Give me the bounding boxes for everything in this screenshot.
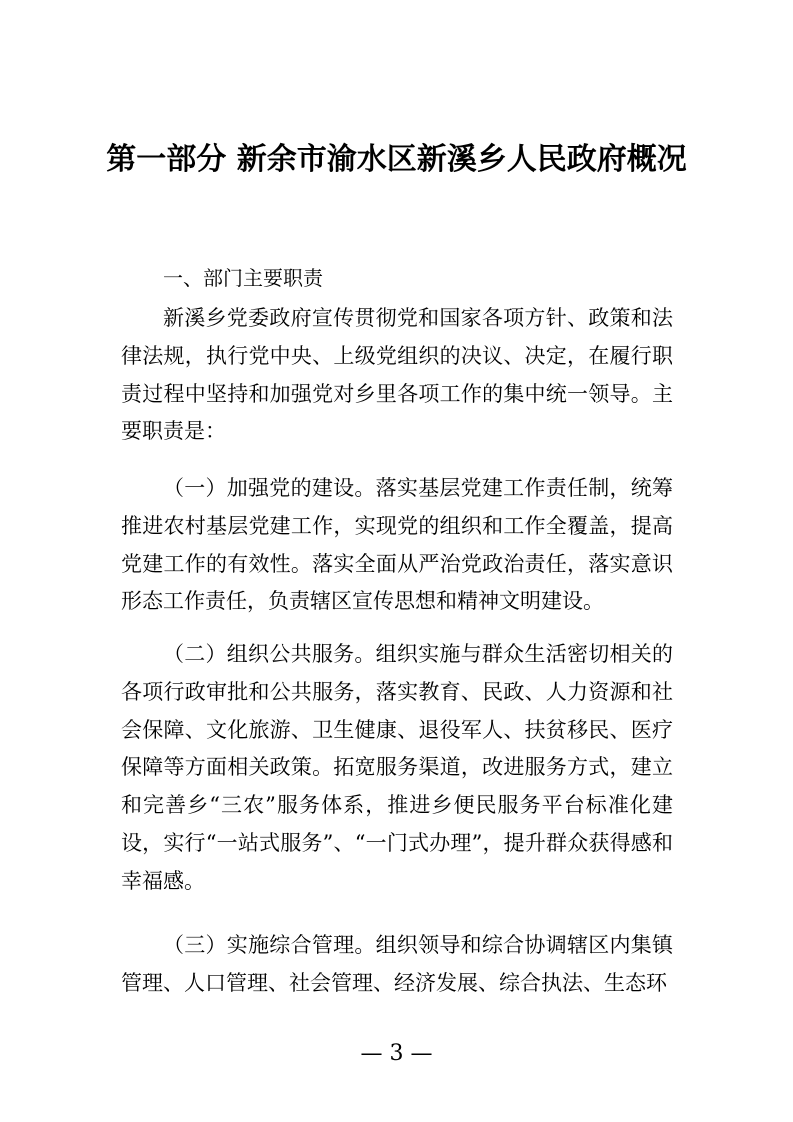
paragraph-intro: 新溪乡党委政府宣传贯彻党和国家各项方针、政策和法律法规，执行党中央、上级党组织的决议、决定，在履行职责过程中坚持和加强党对乡里各项工作的集中统一领导。主要职责是：: [121, 306, 673, 444]
document-title: 第一部分 新余市渝水区新溪乡人民政府概况: [106, 142, 687, 177]
paragraph-comprehensive-management: （三）实施综合管理。组织领导和综合协调辖区内集镇管理、人口管理、社会管理、经济发展、综合执法、生态环: [121, 933, 673, 995]
paragraph-public-services: （二）组织公共服务。组织实施与群众生活密切相关的各项行政审批和公共服务，落实教育、民政、人力资源和社会保障、文化旅游、卫生健康、退役军人、扶贫移民、医疗保障等方面相关政策。拓宽服务渠道，改进服务方式，建立和完善乡“三农”服务体系，推进乡便民服务平台标准化建设，实行“一站式服务”、“一门式办理”，提升群众获得感和幸福感。: [121, 642, 673, 893]
page-number: — 3 —: [360, 1041, 433, 1066]
section-heading: 一、部门主要职责: [163, 266, 323, 290]
paragraph-party-building: （一）加强党的建设。落实基层党建工作责任制，统筹推进农村基层党建工作，实现党的组织和工作全覆盖，提高党建工作的有效性。落实全面从严治党政治责任，落实意识形态工作责任，负责辖区宣传思想和精神文明建设。: [121, 476, 673, 614]
